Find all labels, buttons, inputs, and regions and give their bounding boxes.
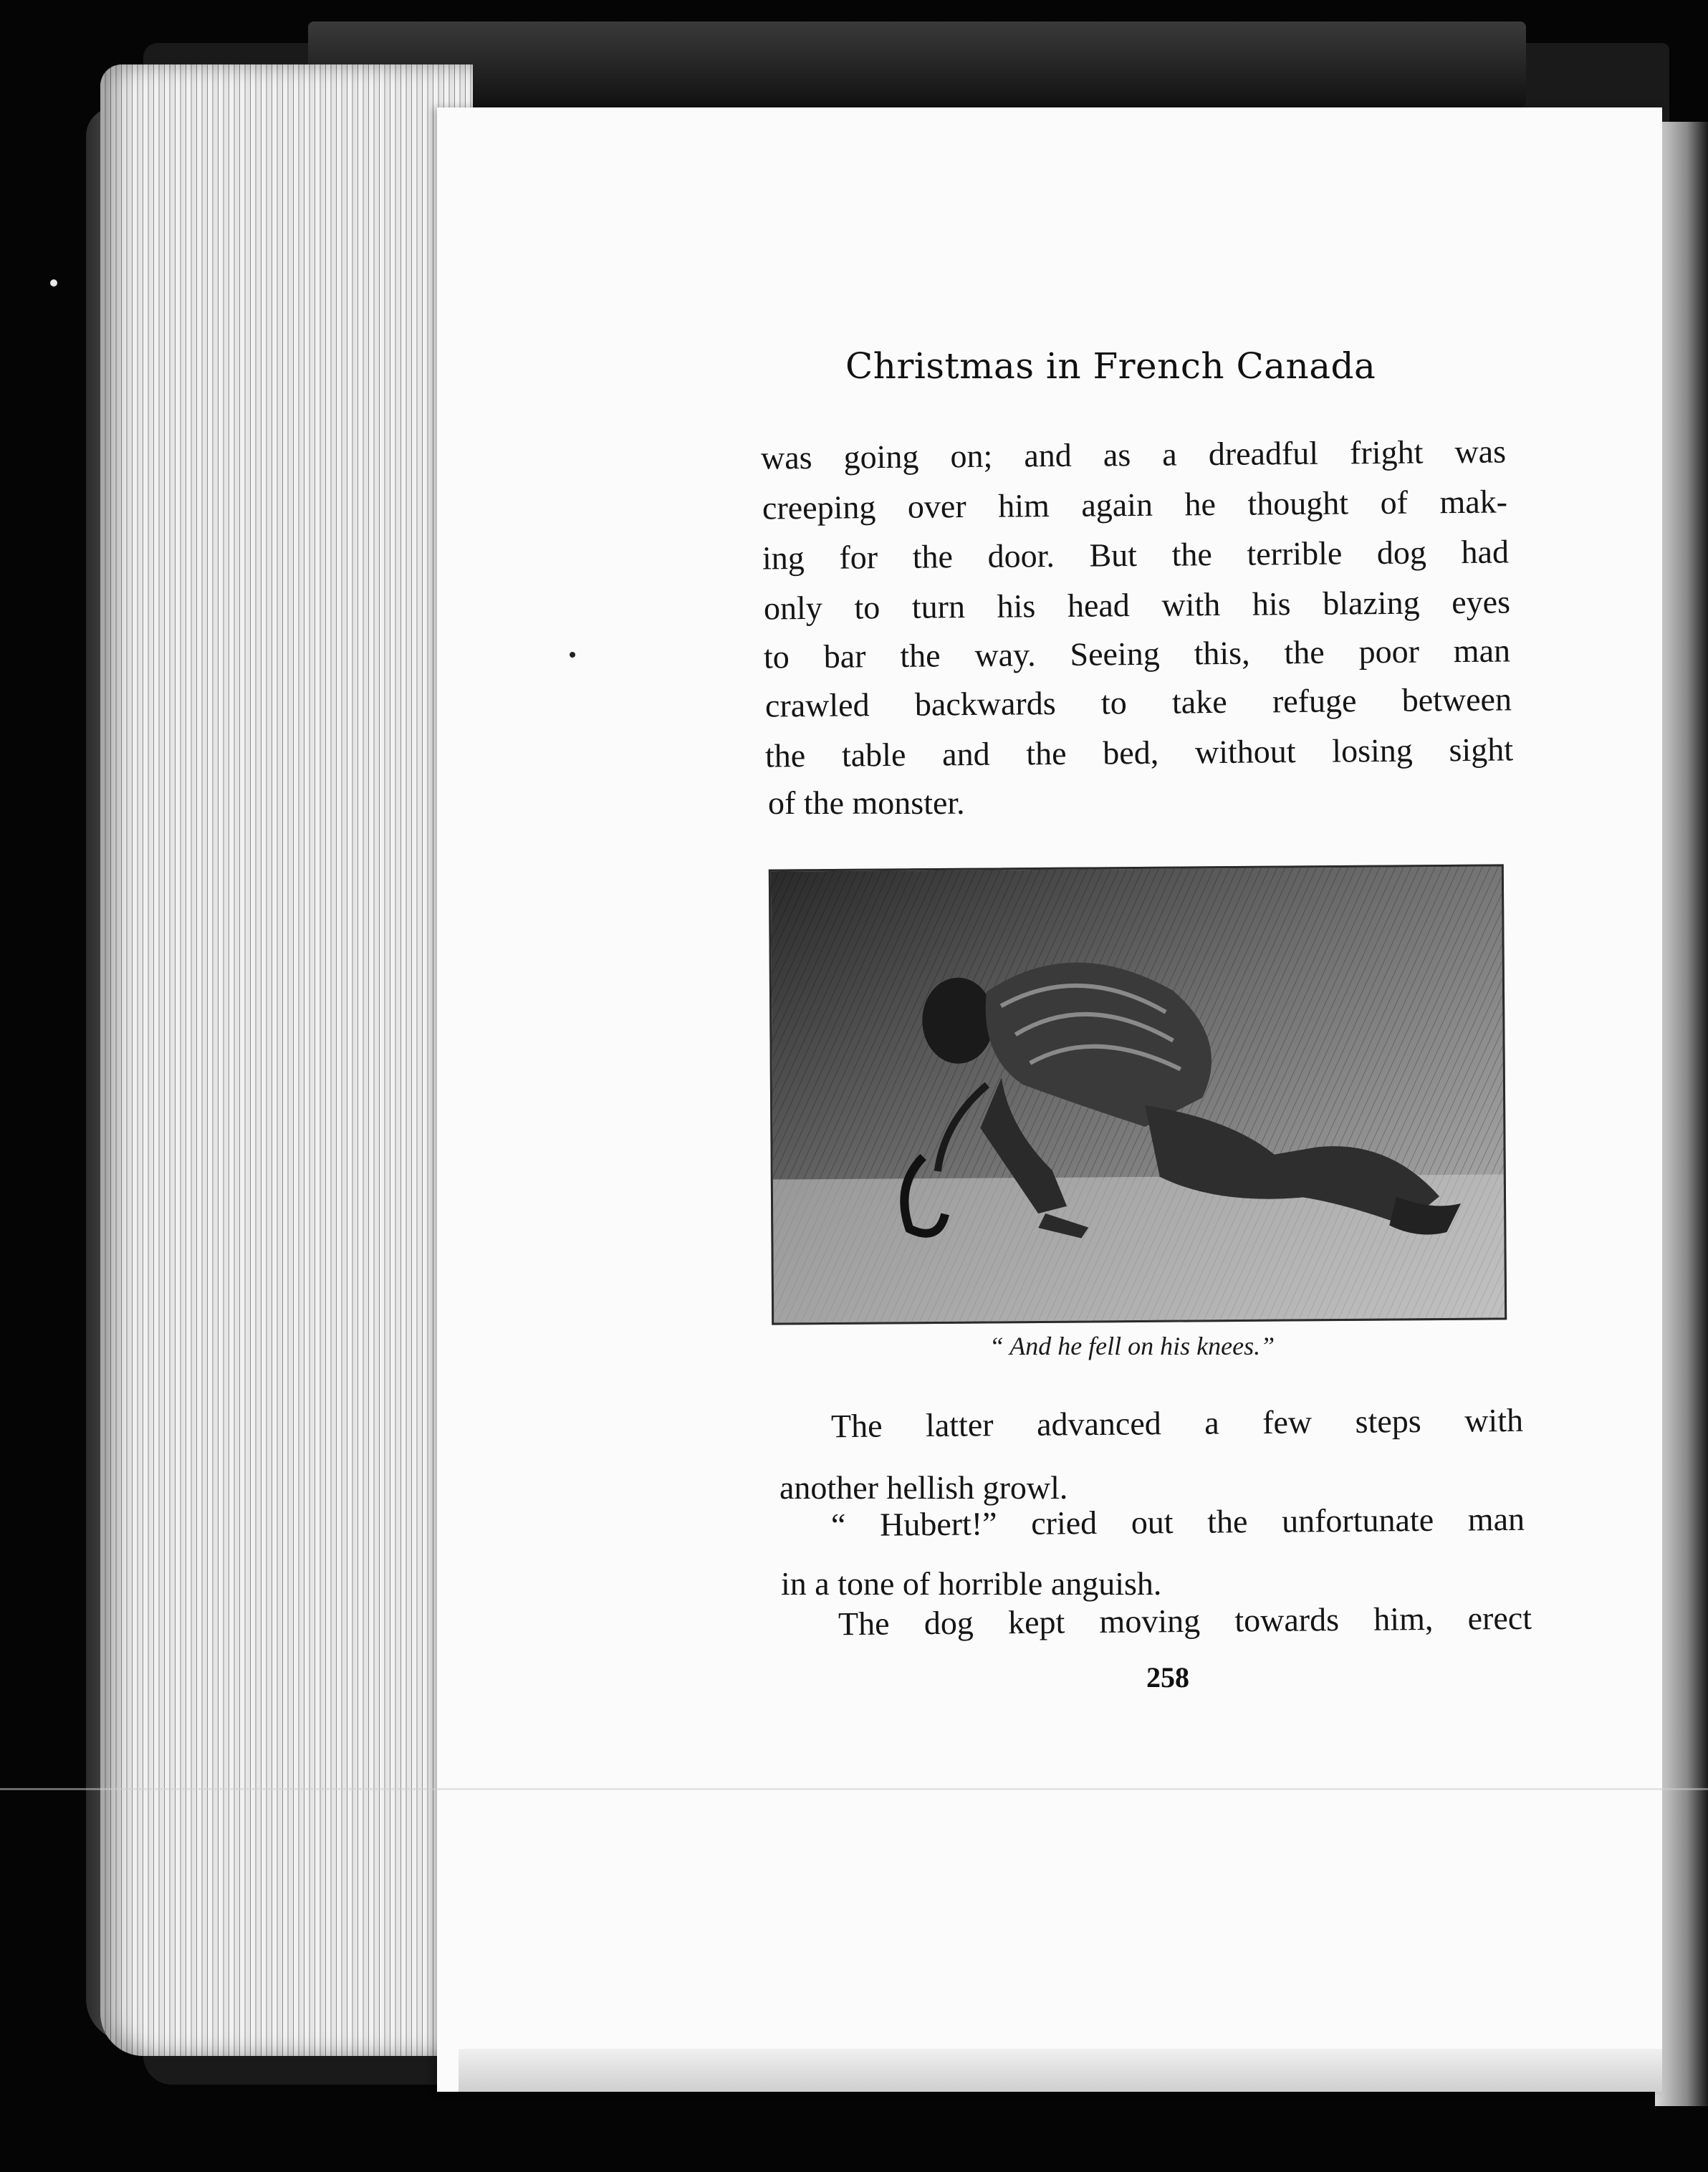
stacked-page-edges [100, 64, 473, 2056]
paragraph-2-line: The latter advanced a few steps with [830, 1401, 1524, 1445]
paragraph-2-line: “ Hubert!” cried out the unfortunate man [830, 1500, 1525, 1544]
paragraph-1-line: to bar the way. Seeing this, the poor man [763, 632, 1511, 676]
illustration-drawing [771, 866, 1505, 1322]
right-page-edge [1655, 122, 1708, 2106]
scan-speck [570, 652, 575, 658]
running-head: Christmas in French Canada [845, 345, 1376, 387]
paragraph-2-line: The dog kept moving towards him, erect [838, 1599, 1532, 1643]
paragraph-2-line: in a tone of horrible anguish. [781, 1565, 1162, 1602]
paragraph-1-line: creeping over him again he thought of mak- [762, 483, 1508, 527]
page-bottom-edge [459, 2049, 1662, 2092]
paragraph-1-line: ing for the door. But the terrible dog had [762, 533, 1510, 577]
paragraph-1-line: the table and the bed, without losing sight [764, 731, 1514, 774]
paragraph-1-line-last: of the monster. [768, 784, 965, 821]
page-number: 258 [1146, 1661, 1189, 1693]
paragraph-1-line: crawled backwards to take refuge between [764, 681, 1512, 724]
book-cover-top [308, 21, 1526, 107]
paragraph-1-line: only to turn his head with his blazing eyes [763, 583, 1511, 627]
paragraph-2-line: another hellish growl. [779, 1469, 1068, 1506]
scan-speck [50, 279, 57, 287]
scan-line [0, 1788, 1708, 1790]
paragraph-1-line: was going on; and as a dreadful fright was [760, 433, 1507, 476]
illustration-caption: “ And he fell on his knees.” [989, 1332, 1275, 1360]
kneeling-man-illustration [769, 864, 1507, 1325]
